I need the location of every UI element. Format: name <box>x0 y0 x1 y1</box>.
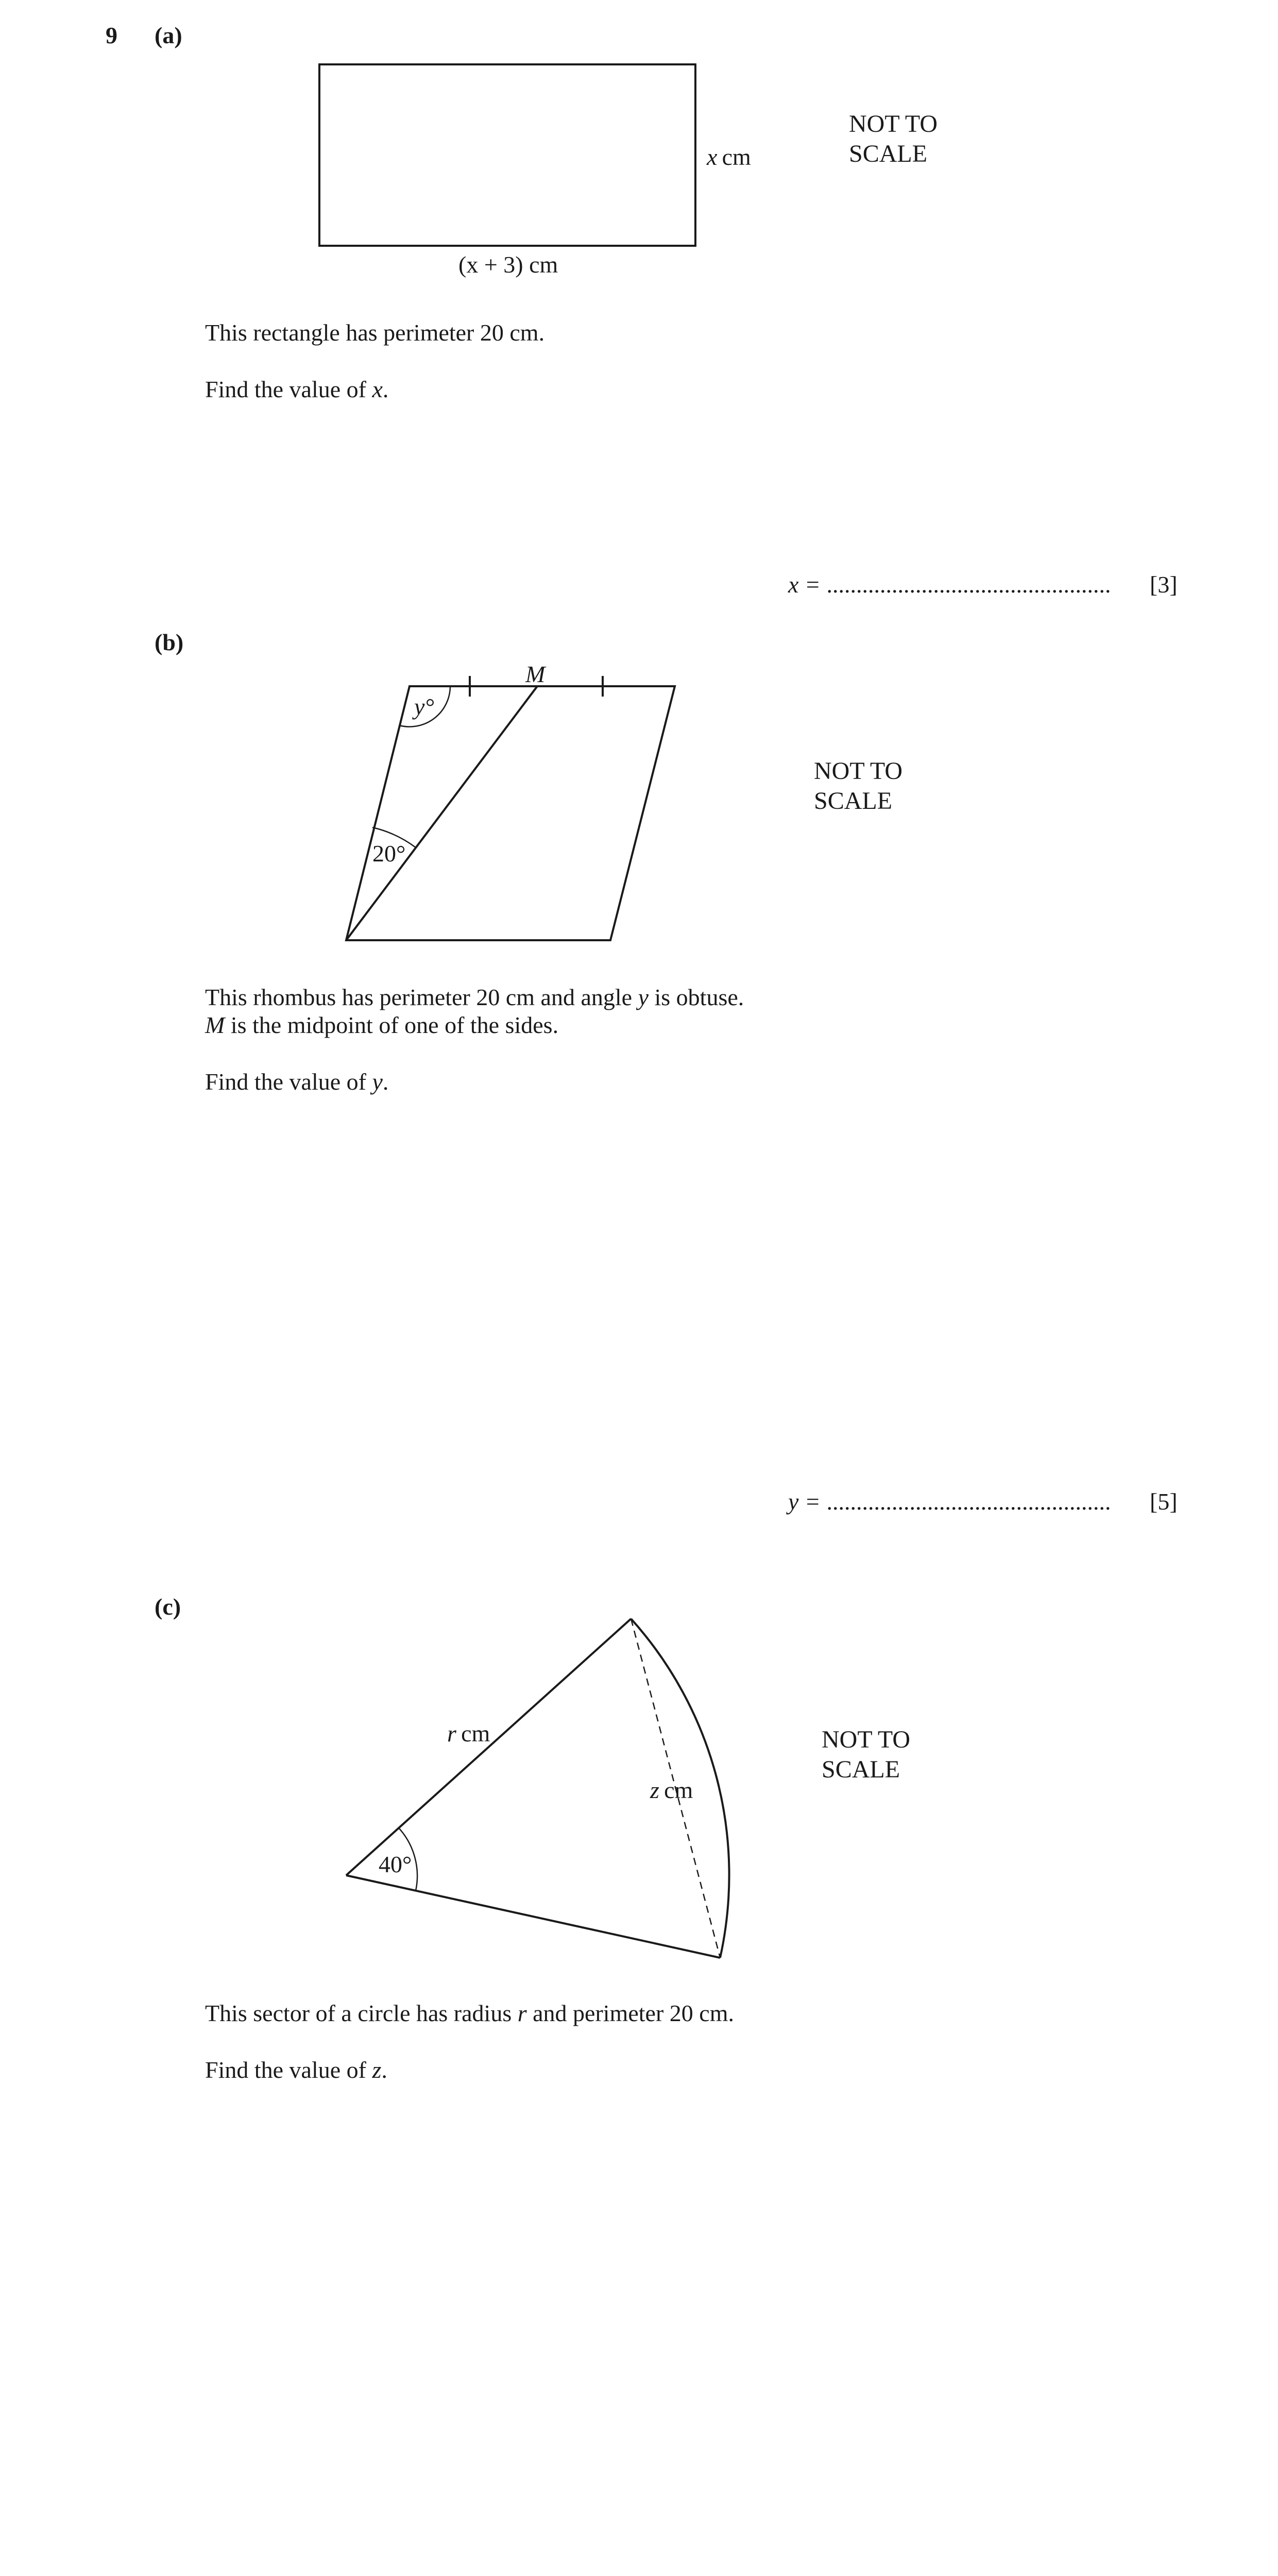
text-pre: This sector of a circle has radius <box>205 2000 518 2026</box>
part-a-text-1: This rectangle has perimeter 20 cm. <box>205 319 545 346</box>
text-post: . <box>382 376 389 402</box>
angle-y-label: y° <box>414 693 434 720</box>
side-label-var: x <box>707 144 718 170</box>
not-to-scale-line2: SCALE <box>822 1756 900 1783</box>
text-var: y <box>372 1069 383 1095</box>
radius-var: r <box>447 1720 456 1747</box>
part-c-label: (c) <box>155 1594 181 1620</box>
text-pre: Find the value of <box>205 376 372 402</box>
not-to-scale-line2: SCALE <box>814 787 893 815</box>
text-var: M <box>205 1012 225 1038</box>
text-post: and perimeter 20 cm. <box>526 2000 734 2026</box>
not-to-scale-line2: SCALE <box>849 140 928 167</box>
text-var: x <box>372 376 383 402</box>
text-post: . <box>382 1069 389 1095</box>
chord-label <box>650 1776 693 1804</box>
angle-20-label: 20° <box>372 840 406 867</box>
not-to-scale-line1: NOT TO <box>822 1726 911 1753</box>
not-to-scale-line1: NOT TO <box>814 757 903 785</box>
part-b-marks: [5] <box>1150 1488 1178 1515</box>
chord-unit: cm <box>664 1777 693 1803</box>
text-var: z <box>372 2057 382 2083</box>
text-post: . <box>381 2057 387 2083</box>
text-pre: Find the value of <box>205 2057 372 2083</box>
side-label-unit: cm <box>722 144 751 170</box>
text-var: r <box>517 2000 527 2026</box>
part-b-label: (b) <box>155 629 184 655</box>
text-pre: This rhombus has perimeter 20 cm and angle <box>205 984 638 1010</box>
answer-var: y = <box>788 1488 821 1515</box>
answer-dots: ................................................ <box>826 1488 1111 1515</box>
sector-radius-top <box>346 1619 631 1875</box>
text-pre: Find the value of <box>205 1069 372 1095</box>
angle-40-label: 40° <box>379 1851 412 1877</box>
answer-dots: ................................................ <box>826 571 1111 598</box>
radius-unit: cm <box>461 1720 490 1747</box>
text-var: y <box>638 984 649 1010</box>
part-c-text-1 <box>205 1999 734 2028</box>
rectangle-bottom-label: (x + 3) cm <box>458 251 558 278</box>
text-post: is the midpoint of one of the sides. <box>225 1012 559 1038</box>
part-a-marks: [3] <box>1150 571 1178 598</box>
part-a-label: (a) <box>155 22 182 48</box>
part-c-text-2 <box>205 2056 387 2084</box>
radius-label <box>447 1720 490 1747</box>
question-number: 9 <box>106 22 117 48</box>
part-c-not-to-scale <box>822 1725 910 1785</box>
chord-var: z <box>650 1777 659 1803</box>
answer-var: x = <box>788 571 821 598</box>
sector-radius-bottom <box>346 1875 720 1958</box>
not-to-scale-line1: NOT TO <box>849 110 938 138</box>
text-post: is obtuse. <box>648 984 744 1010</box>
midpoint-label: M <box>525 661 546 687</box>
